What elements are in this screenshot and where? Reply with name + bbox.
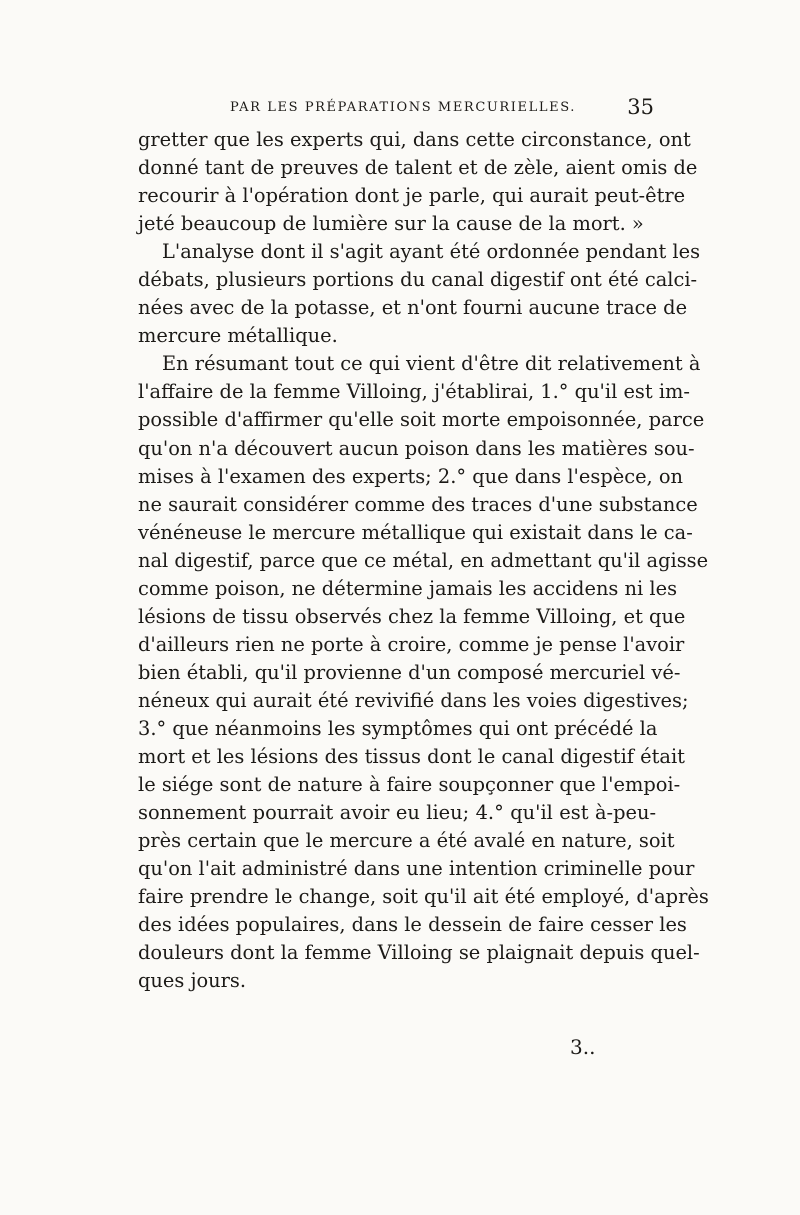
text-line: des idées populaires, dans le dessein de faire cesser les bbox=[138, 913, 687, 937]
text-line: nal digestif, parce que ce métal, en admettant qu'il agisse bbox=[138, 548, 709, 572]
text-line: débats, plusieurs portions du canal digestif ont été calci- bbox=[138, 268, 698, 292]
paragraph bbox=[138, 238, 701, 350]
body-text bbox=[138, 126, 709, 995]
text-line: mercure métallique. bbox=[138, 324, 338, 348]
text-line: jeté beaucoup de lumière sur la cause de la mort. » bbox=[138, 212, 644, 236]
text-line: le siége sont de nature à faire soupçonner que l'empoi- bbox=[138, 773, 681, 797]
text-line: En résumant tout ce qui vient d'être dit relativement à bbox=[162, 352, 701, 376]
text-line: qu'on n'a découvert aucun poison dans les matières sou- bbox=[138, 436, 695, 460]
text-line: sonnement pourrait avoir eu lieu; 4.° qu'il est à-peu- bbox=[138, 801, 656, 825]
text-line: L'analyse dont il s'agit ayant été ordonnée pendant les bbox=[162, 240, 701, 264]
running-header bbox=[138, 95, 656, 120]
text-line: vénéneuse le mercure métallique qui existait dans le ca- bbox=[138, 520, 693, 544]
text-line: possible d'affirmer qu'elle soit morte empoisonnée, parce bbox=[138, 408, 705, 432]
text-line: nées avec de la potasse, et n'ont fourni aucune trace de bbox=[138, 296, 688, 320]
text-line: bien établi, qu'il provienne d'un composé mercuriel vé- bbox=[138, 660, 681, 684]
text-line: recourir à l'opération dont je parle, qui aurait peut-être bbox=[138, 184, 686, 208]
text-line: douleurs dont la femme Villoing se plaignait depuis quel- bbox=[138, 941, 700, 965]
text-line: comme poison, ne détermine jamais les accidens ni les bbox=[138, 576, 678, 600]
text-line: gretter que les experts qui, dans cette circonstance, ont bbox=[138, 128, 691, 151]
text-line: mises à l'examen des experts; 2.° que dans l'espèce, on bbox=[138, 464, 684, 488]
text-line: mort et les lésions des tissus dont le canal digestif était bbox=[138, 745, 685, 769]
text-line: l'affaire de la femme Villoing, j'établirai, 1.° qu'il est im- bbox=[138, 380, 690, 404]
text-line: lésions de tissu observés chez la femme Villoing, et que bbox=[138, 604, 686, 628]
paragraph bbox=[138, 126, 698, 238]
text-line: ques jours. bbox=[138, 969, 247, 993]
text-line: qu'on l'ait administré dans une intention criminelle pour bbox=[138, 857, 695, 881]
text-line: donné tant de preuves de talent et de zèle, aient omis de bbox=[138, 156, 698, 180]
paragraph bbox=[138, 350, 709, 995]
text-line: 3.° que néanmoins les symptômes qui ont précédé la bbox=[138, 716, 658, 740]
text-line: près certain que le mercure a été avalé en nature, soit bbox=[138, 829, 675, 853]
text-line: faire prendre le change, soit qu'il ait été employé, d'après bbox=[138, 885, 709, 909]
signature-mark: 3.. bbox=[570, 1035, 596, 1059]
text-line: d'ailleurs rien ne porte à croire, comme je pense l'avoir bbox=[138, 632, 685, 656]
page-number: 35 bbox=[627, 95, 654, 119]
running-title: PAR LES PRÉPARATIONS MERCURIELLES. bbox=[230, 100, 576, 115]
text-line: ne saurait considérer comme des traces d'une substance bbox=[138, 492, 698, 516]
text-line: néneux qui aurait été revivifié dans les voies digestives; bbox=[138, 688, 689, 712]
